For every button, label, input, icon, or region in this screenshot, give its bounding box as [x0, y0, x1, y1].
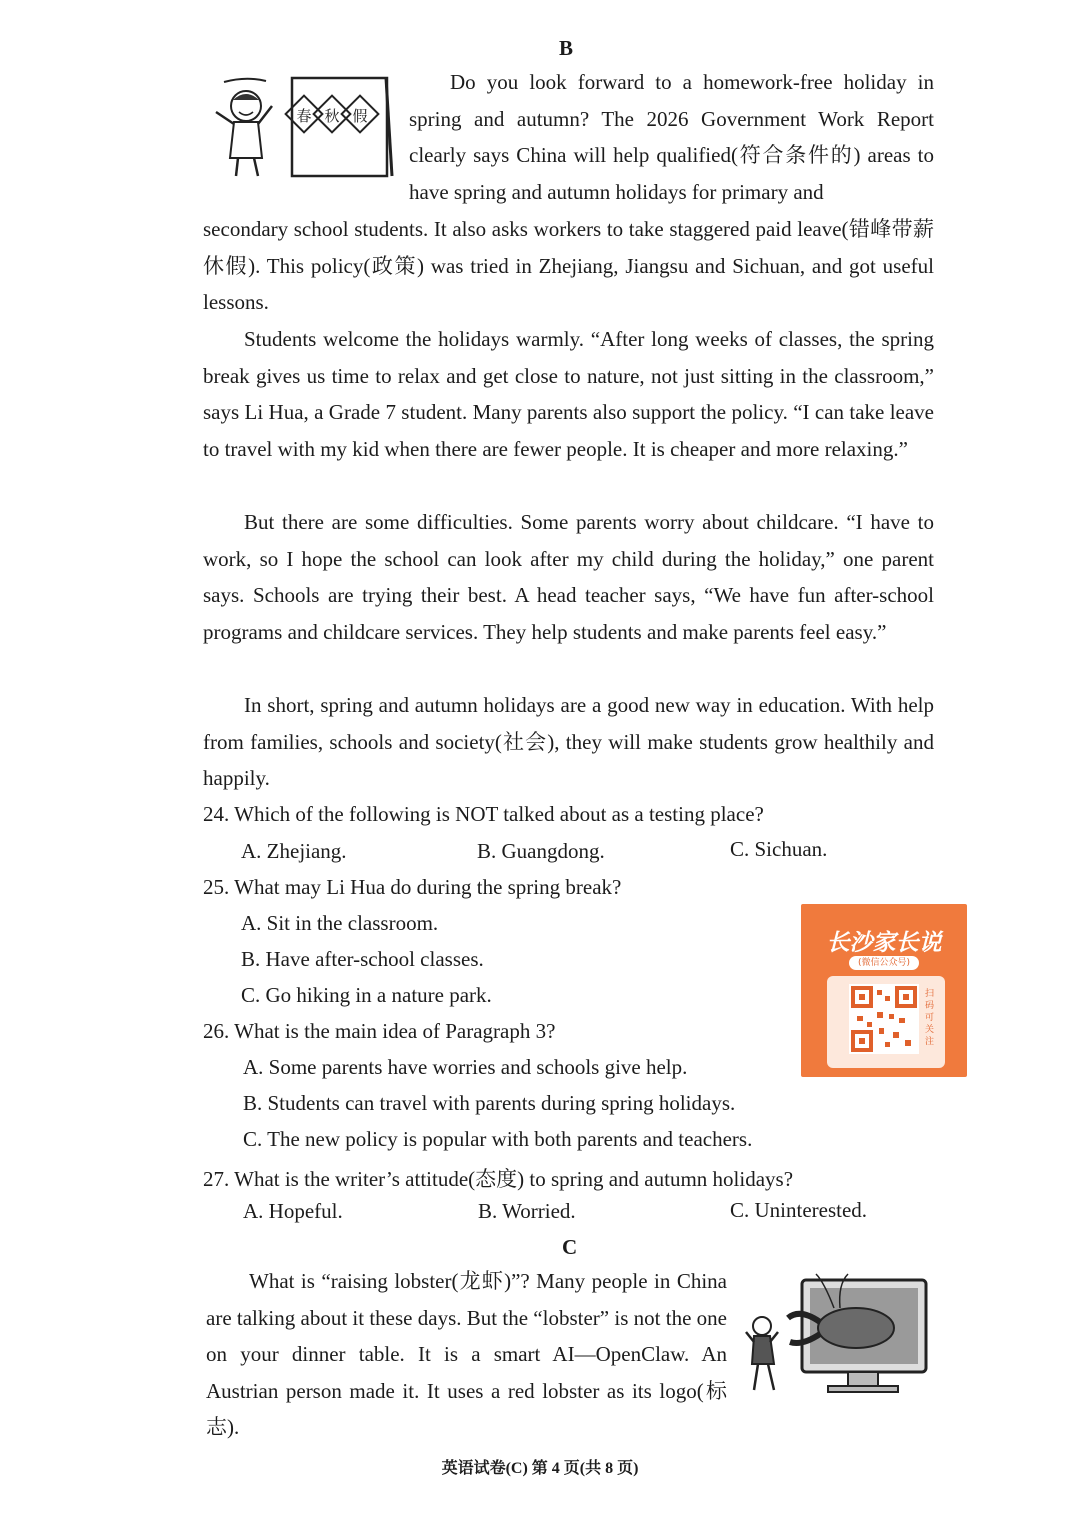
question-24: 24. Which of the following is NOT talked about as a testing place?	[203, 802, 764, 826]
option-27b: B. Worried.	[478, 1199, 576, 1223]
option-25b: B. Have after-school classes.	[241, 947, 484, 971]
option-26b: B. Students can travel with parents during spring holidays.	[243, 1091, 736, 1115]
section-c-label: C	[562, 1235, 578, 1259]
section-c-paragraph: What is “raising lobster(龙虾)”? Many people in China are talking about it these days. But the “lobster” is not the one on your dinner table. It is a smart AI—OpenClaw. An Austrian person made it. It uses a red lobster as its logo(标志).	[206, 1269, 727, 1440]
wechat-qr-badge[interactable]	[801, 904, 967, 1077]
section-b-paragraph-1a: Do you look forward to a homework-free holiday in spring and autumn? The 2026 Government Work Report clearly says China will help qualified(符合条件的) areas to have spring and autumn holidays for primary and	[409, 70, 934, 204]
lobster-computer-illustration	[744, 1272, 932, 1400]
sign-char: 春	[296, 107, 312, 125]
option-24b: B. Guangdong.	[477, 839, 605, 863]
option-24c: C. Sichuan.	[730, 837, 828, 861]
section-b-paragraph-4: In short, spring and autumn holidays are a good new way in education. With help from families, schools and society(社会), they will make students grow healthily and happily.	[203, 693, 934, 791]
section-b-paragraph-2: Students welcome the holidays warmly. “After long weeks of classes, the spring break gives us time to relax and get close to nature, not just sitting in the classroom,” says Li Hua, a Grade 7 student. Many parents also support the policy. “I can take leave to travel with my kid when there are fewer people. It is cheaper and more relaxing.”	[203, 327, 934, 461]
question-27: 27. What is the writer’s attitude(态度) to spring and autumn holidays?	[203, 1167, 794, 1191]
section-b-paragraph-1b: secondary school students. It also asks workers to take staggered paid leave(错峰带薪休假). This policy(政策) was tried in Zhejiang, Jiangsu and Sichuan, and got useful lessons.	[203, 217, 934, 315]
question-26: 26. What is the main idea of Paragraph 3?	[203, 1019, 556, 1043]
section-b-paragraph-3: But there are some difficulties. Some parents worry about childcare. “I have to work, so I hope the school can look after my child during the holiday,” one parent says. Schools are trying their best. A head teacher says, “We have fun after-school programs and childcare services. They help students and make parents feel easy.”	[203, 510, 934, 644]
badge-title: 长沙家长说	[826, 930, 942, 956]
option-25a: A. Sit in the classroom.	[241, 911, 439, 935]
qr-code-icon	[849, 984, 919, 1054]
section-b-label: B	[559, 36, 574, 60]
sign-char: 秋	[324, 107, 340, 125]
option-26a: A. Some parents have worries and schools give help.	[243, 1055, 688, 1079]
question-25: 25. What may Li Hua do during the spring break?	[203, 875, 622, 899]
badge-side-text: 扫码可关注	[925, 989, 935, 1047]
holiday-illustration	[206, 72, 396, 180]
sign-char: 假	[352, 107, 368, 125]
page-footer: 英语试卷(C) 第 4 页(共 8 页)	[441, 1460, 639, 1477]
option-27c: C. Uninterested.	[730, 1198, 868, 1222]
option-26c: C. The new policy is popular with both parents and teachers.	[243, 1127, 753, 1151]
badge-subtitle: (微信公众号)	[849, 956, 919, 970]
option-25c: C. Go hiking in a nature park.	[241, 983, 492, 1007]
option-24a: A. Zhejiang.	[241, 839, 347, 863]
option-27a: A. Hopeful.	[243, 1199, 343, 1223]
